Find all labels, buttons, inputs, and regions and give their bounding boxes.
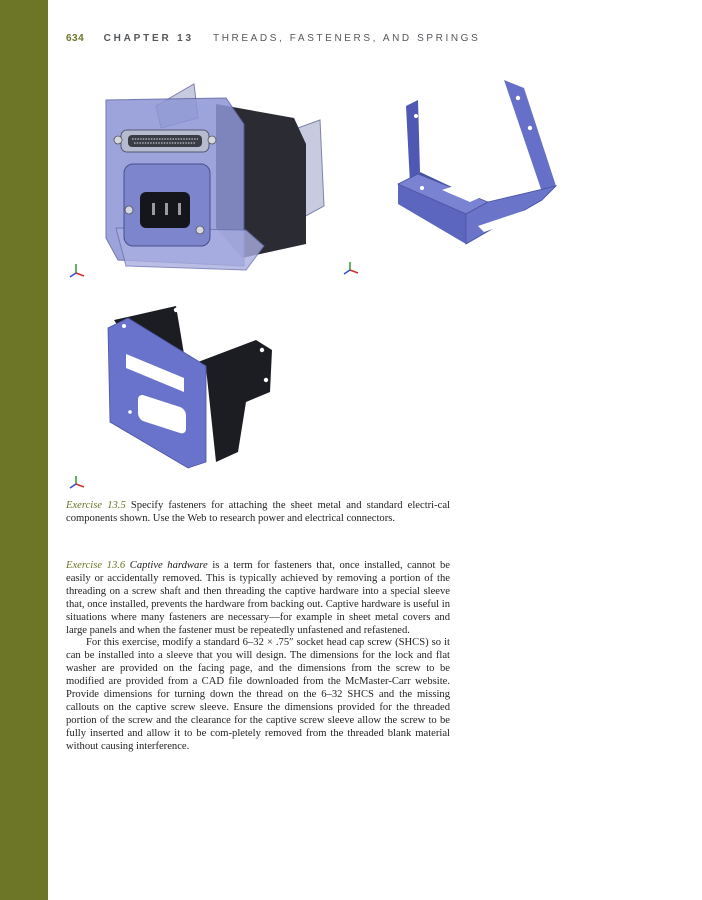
- exercise-13-6-label: Exercise 13.6: [66, 560, 126, 571]
- exercise-13-6-term: Captive hardware: [129, 560, 208, 571]
- exercise-13-6-paragraph-2: For this exercise, modify a standard 6–32 × .75″ socket head cap screw (SHCS) so it can be installed into a sleeve that you will design. The dimensions for the lock and flat washer are provided on the facing page, and the dimensions from the screw to be modified are provided from a CAD file downloaded from the McMaster-Carr website. Provide dimensions for turning down the thread on the 6–32 SHCS and the missing callouts on the captive screw sleeve. Ensure the dimensions provided for the threaded portion of the screw and the clearance for the captive screw sleeve allow the screw to be fully inserted and allow it to be com-pletely removed from the threaded blank material without causing interference.: [66, 637, 450, 752]
- exercise-13-6-paragraph-1: is a term for fasteners that, once installed, cannot be easily or accidentally removed. This is typically achieved by removing a portion of the threading on a screw shaft and then threading the captive hardware into a special sleeve that, once installed, prevents the hardware from backing out. Captive hardware is useful in situations where many fasteners are necessary—for example in sheet metal covers and large panels and when the fastener must be repeatedly unfastened and refastened.: [66, 560, 451, 636]
- exercise-13-6: [66, 560, 450, 754]
- sheet-metal-bracket-u-figure: [338, 76, 564, 281]
- page-number: 634: [66, 33, 85, 44]
- running-header: [66, 33, 480, 44]
- exercise-13-5: [66, 500, 450, 526]
- chapter-label: CHAPTER 13: [103, 33, 194, 44]
- exercise-13-5-label: Exercise 13.5: [66, 500, 126, 511]
- exercise-13-5-body: Specify fasteners for attaching the sheet metal and standard electri-cal components shown. Use the Web to research power and electrical connectors.: [66, 500, 450, 524]
- chapter-title: THREADS, FASTENERS, AND SPRINGS: [213, 33, 481, 44]
- power-connector-assembly-figure: [66, 78, 326, 283]
- sheet-metal-bracket-l-figure: [66, 302, 286, 490]
- chapter-color-bar: [0, 0, 48, 900]
